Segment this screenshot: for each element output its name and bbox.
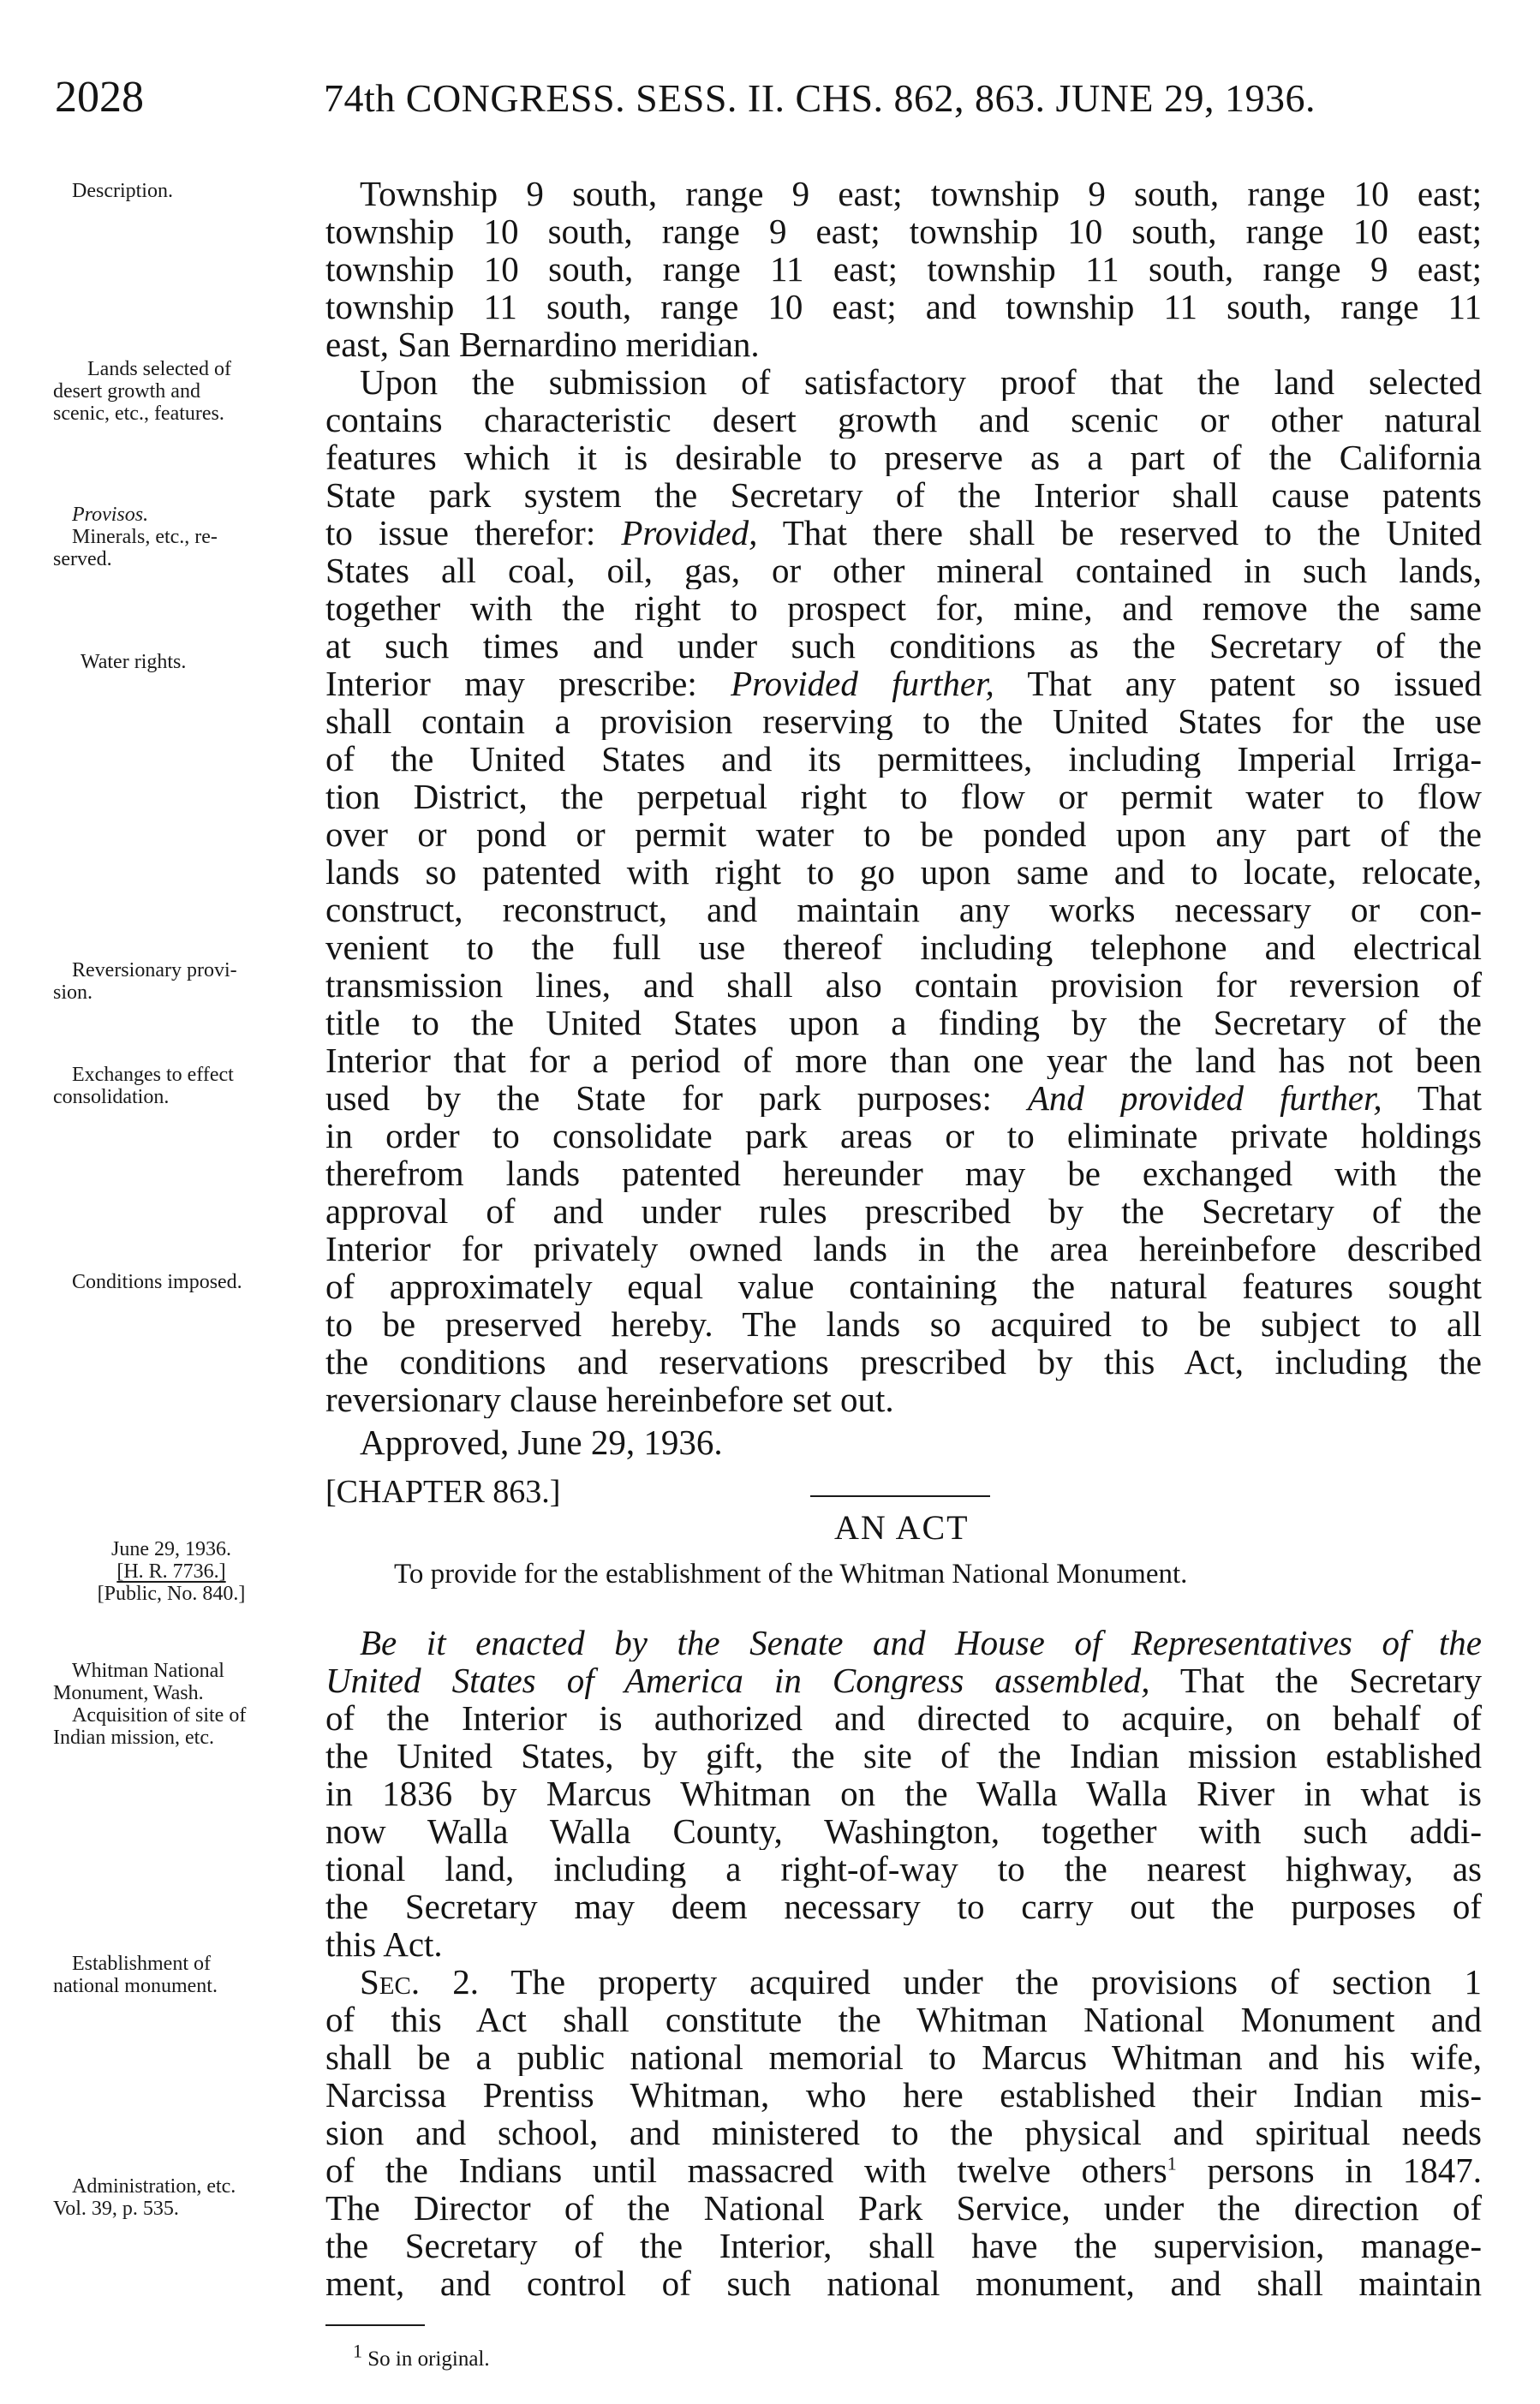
footnote-marker: 1	[1167, 2152, 1177, 2174]
body-line: United States of America in Congress assembled, That the Secretary	[325, 1661, 1482, 1699]
body-line: Narcissa Prentiss Whitman, who here established their Indian mis-	[325, 2076, 1482, 2114]
body-line: township 10 south, range 11 east; township 11 south, range 9 east;	[325, 250, 1482, 288]
body-line: in order to consolidate park areas or to eliminate private holdings	[325, 1117, 1482, 1154]
body-line: the United States, by gift, the site of the Indian mission established	[325, 1737, 1482, 1775]
body-line: of the United States and its permittees, including Imperial Irriga-	[325, 740, 1482, 778]
enacting-clause: Be it enacted by the Senate and House of Representatives of the	[360, 1624, 1482, 1661]
body-line: the conditions and reservations prescribed by this Act, including the	[325, 1343, 1482, 1381]
footnote: $^1$ So in original.	[353, 2340, 490, 2371]
body-line: Interior may prescribe: Provided further, That any patent so issued	[325, 665, 1482, 702]
body-line: sion and school, and ministered to the physical and spiritual needs	[325, 2114, 1482, 2151]
chapter-label: [CHAPTER 863.]	[325, 1474, 561, 1510]
body-line: together with the right to prospect for, mine, and remove the same	[325, 589, 1482, 627]
margin-note-reversionary: Reversionary provi- sion.	[53, 959, 237, 1004]
body-line: States all coal, oil, gas, or other mineral contained in such lands,	[325, 552, 1482, 589]
margin-note-water-rights: Water rights.	[81, 651, 187, 673]
body-line: used by the State for park purposes: And provided further, That	[325, 1079, 1482, 1117]
body-line: approval of and under rules prescribed by the Secretary of the	[325, 1192, 1482, 1230]
margin-note-exchanges: Exchanges to effect consolidation.	[53, 1064, 234, 1108]
body-line: to issue therefor: Provided, That there shall be reserved to the United	[325, 514, 1482, 552]
body-line: shall contain a provision reserving to the United States for the use	[325, 702, 1482, 740]
body-line: The Director of the National Park Service, under the direction of	[325, 2189, 1482, 2227]
margin-note-lands-selected: Lands selected of desert growth and scenic, etc., features.	[53, 358, 231, 425]
body-line: tional land, including a right-of-way to the nearest highway, as	[325, 1850, 1482, 1888]
margin-note-establishment: Establishment of national monument.	[53, 1953, 218, 1997]
body-line: township 10 south, range 9 east; township 10 south, range 10 east;	[325, 212, 1482, 250]
body-line: title to the United States upon a finding by the Secretary of the	[325, 1004, 1482, 1041]
body-line: to be preserved hereby. The lands so acquired to be subject to all	[325, 1305, 1482, 1343]
body-line: tion District, the perpetual right to flow or permit water to flow	[325, 778, 1482, 815]
body-line: Sec. 2. The property acquired under the provisions of section 1	[360, 1963, 1482, 2001]
page-number: 2028	[55, 73, 144, 122]
body-line: reversionary clause hereinbefore set out.	[325, 1381, 894, 1418]
section-divider	[810, 1495, 990, 1497]
body-line: of the Interior is authorized and directed to acquire, on behalf of	[325, 1699, 1482, 1737]
body-line: ment, and control of such national monument, and shall maintain	[325, 2264, 1482, 2302]
body-line: of the Indians until massacred with twelve others$^1$ persons in 1847.	[325, 2151, 1482, 2189]
body-line: now Walla Walla County, Washington, together with such addi-	[325, 1812, 1482, 1850]
body-line: Interior for privately owned lands in the area hereinbefore described	[325, 1230, 1482, 1268]
body-line: Interior that for a period of more than one year the land has not been	[325, 1041, 1482, 1079]
section-marker: Sec. 2.	[360, 1963, 479, 2001]
body-line: east, San Bernardino meridian.	[325, 325, 760, 363]
body-line: at such times and under such conditions as the Secretary of the	[325, 627, 1482, 665]
body-line: Township 9 south, range 9 east; township 9 south, range 10 east;	[360, 175, 1482, 212]
body-line: township 11 south, range 10 east; and township 11 south, range 11	[325, 288, 1482, 325]
margin-note-bill-info: June 29, 1936. [H. R. 7736.] [Public, No. 840.]	[97, 1538, 246, 1605]
body-line: venient to the full use thereof including telephone and electrical	[325, 928, 1482, 966]
margin-note-provisos: Provisos. Minerals, etc., re- served.	[53, 504, 218, 570]
body-line: State park system the Secretary of the Interior shall cause patents	[325, 476, 1482, 514]
body-line: contains characteristic desert growth and scenic or other natural	[325, 401, 1482, 438]
approval-line: Approved, June 29, 1936.	[360, 1423, 723, 1461]
body-line: of approximately equal value containing the natural features sought	[325, 1268, 1482, 1305]
body-line: Upon the submission of satisfactory proof that the land selected	[360, 363, 1482, 401]
running-head: 74th CONGRESS. SESS. II. CHS. 862, 863. JUNE 29, 1936.	[324, 76, 1316, 120]
body-line: transmission lines, and shall also contain provision for reversion of	[325, 966, 1482, 1004]
body-line: over or pond or permit water to be ponded upon any part of the	[325, 815, 1482, 853]
footnote-rule	[325, 2324, 425, 2326]
body-line: lands so patented with right to go upon same and to locate, relocate,	[325, 853, 1482, 891]
body-line: features which it is desirable to preserve as a part of the California	[325, 438, 1482, 476]
body-line: this Act.	[325, 1925, 443, 1963]
act-subtitle: To provide for the establishment of the Whitman National Monument.	[394, 1559, 1188, 1590]
margin-note-administration: Administration, etc. Vol. 39, p. 535.	[53, 2175, 236, 2220]
body-line: shall be a public national memorial to Marcus Whitman and his wife,	[325, 2038, 1482, 2076]
margin-note-whitman: Whitman National Monument, Wash.	[53, 1660, 224, 1704]
margin-note-conditions: Conditions imposed.	[72, 1271, 242, 1293]
body-line: the Secretary may deem necessary to carry out the purposes of	[325, 1888, 1482, 1925]
body-line: therefrom lands patented hereunder may be exchanged with the	[325, 1154, 1482, 1192]
body-line: construct, reconstruct, and maintain any works necessary or con-	[325, 891, 1482, 928]
body-line: the Secretary of the Interior, shall have the supervision, manage-	[325, 2227, 1482, 2264]
act-title: AN ACT	[834, 1508, 970, 1547]
margin-note-acquisition: Acquisition of site of Indian mission, etc.	[53, 1704, 247, 1749]
margin-note-description: Description.	[72, 180, 173, 202]
body-line: in 1836 by Marcus Whitman on the Walla Walla River in what is	[325, 1775, 1482, 1812]
body-line: of this Act shall constitute the Whitman National Monument and	[325, 2001, 1482, 2038]
